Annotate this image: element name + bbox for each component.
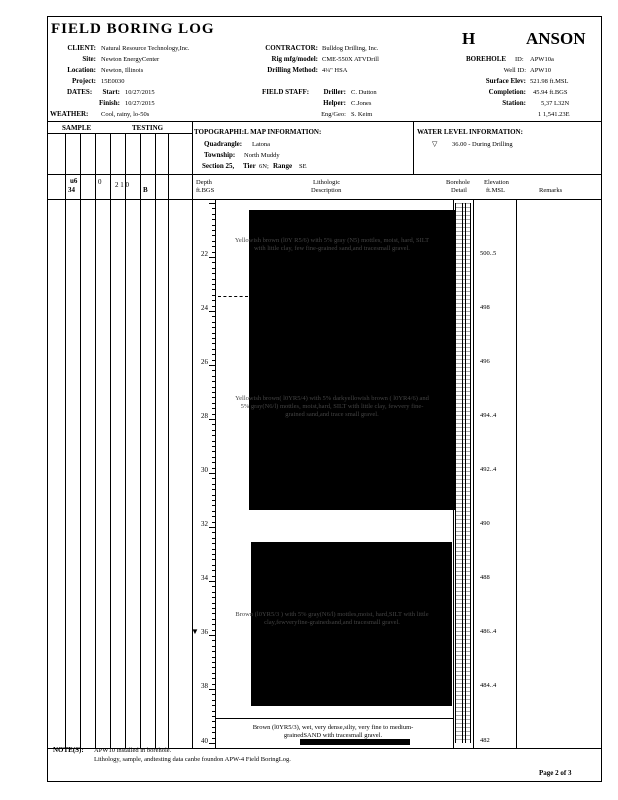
sample-col-value: 34: [68, 186, 75, 194]
start-value: 10/27/2015: [125, 89, 155, 96]
depth-tick: [212, 662, 216, 663]
helper-label: Helper:: [323, 99, 346, 107]
depth-tick: [212, 538, 216, 539]
site-value: Newton EnergyCenter: [101, 56, 160, 63]
depth-tick: [212, 532, 216, 533]
depth-tick: [212, 446, 216, 447]
elevation-label: 486..4: [480, 628, 497, 635]
depth-header: Depth: [196, 179, 212, 186]
depth-tick: [212, 284, 216, 285]
depth-tick: [212, 322, 216, 323]
borehole-header: Borehole: [446, 179, 470, 186]
surface-label: Surface Elev:: [485, 77, 526, 85]
depth-tick: [212, 360, 216, 361]
elevation-label: 500..5: [480, 250, 497, 257]
contractor-label: CONTRACTOR:: [265, 44, 318, 52]
depth-tick: [212, 225, 216, 226]
borehole-header-2: Detail: [451, 187, 467, 194]
elevation-label: 488: [480, 574, 490, 581]
col-line: [110, 133, 111, 748]
lithology-description: Yellowish brown (l0Y R5/6) with 5% gray (N5) mottles, moist, hard, SILT with little clay, few fine-grained sand,and tracesmall gravel.: [234, 237, 430, 252]
depth-tick: [212, 397, 216, 398]
lithology-description: Brown (l0YR5/3 ) with 5% gray(N6/l) mottles,moist, hard,SILT with little clay,fewveryfine-grainedsand,and tracesmall gravel.: [235, 611, 429, 626]
section-label: Section 25,: [202, 162, 235, 170]
project-value: 15E0030: [101, 78, 125, 85]
elevation-label: 490: [480, 520, 490, 527]
depth-label: 32: [201, 520, 208, 528]
depth-tick: [209, 311, 216, 312]
depth-tick: [212, 392, 216, 393]
borehole-label: BOREHOLE: [466, 55, 507, 63]
depth-tick: [212, 441, 216, 442]
col-line: [65, 133, 66, 748]
depth-tick: [212, 424, 216, 425]
well-value: APW10: [530, 67, 551, 74]
depth-tick: [212, 484, 216, 485]
station2-value: 1 1,541.23E: [538, 111, 570, 118]
surface-value: 521.98 ft.MSL: [530, 78, 569, 85]
depth-tick: [212, 586, 216, 587]
sample-col-value: 2 1 0: [115, 181, 129, 189]
weather-value: Cool, rainy, lo-50s: [101, 111, 150, 118]
depth-tick: [212, 576, 216, 577]
depth-tick: [212, 408, 216, 409]
depth-tick: [212, 376, 216, 377]
depth-tick: [212, 262, 216, 263]
depth-tick: [212, 511, 216, 512]
water-symbol-icon: ▽: [432, 140, 438, 148]
depth-tick: [212, 370, 216, 371]
rig-value: CME-550X ATVDrill: [322, 56, 379, 63]
depth-tick: [212, 414, 216, 415]
depth-tick: [212, 306, 216, 307]
elevation-label: 484..4: [480, 682, 497, 689]
lithology-description: Yellowish brown( l0YR5/4) with 5% darkyellowish brown ( l0YR4/6) and 5% gray(N6/l) mottles, moist,hard, SILT with little clay, fewvery fine-grained sand,and trace small gravel.: [235, 395, 429, 418]
depth-tick: [212, 354, 216, 355]
borehole-id-label: ID:: [515, 56, 524, 63]
litho-header-2: Description: [311, 187, 342, 194]
layer-boundary: [215, 718, 453, 719]
depth-label: 30: [201, 466, 208, 474]
depth-label: 24: [201, 304, 208, 312]
depth-tick: [212, 230, 216, 231]
depth-tick: [212, 214, 216, 215]
depth-tick: [212, 651, 216, 652]
depth-label: 34: [201, 574, 208, 582]
completion-label: Completion:: [488, 88, 526, 96]
depth-tick: [212, 700, 216, 701]
depth-tick: [212, 673, 216, 674]
depth-tick: [212, 711, 216, 712]
depth-tick: [212, 624, 216, 625]
lithology-block: [249, 210, 455, 510]
divider: [47, 133, 192, 134]
depth-tick: [212, 705, 216, 706]
start-label: Start:: [102, 88, 120, 96]
depth-tick: [209, 527, 216, 528]
project-label: Project:: [72, 77, 96, 85]
station-label: Station:: [502, 99, 526, 107]
depth-tick: [212, 684, 216, 685]
depth-label: 40: [201, 737, 208, 745]
depth-tick: [212, 619, 216, 620]
depth-tick: [212, 721, 216, 722]
depth-tick: [212, 235, 216, 236]
depth-tick: [209, 635, 216, 636]
range-label: Range: [273, 162, 293, 170]
depth-tick: [212, 462, 216, 463]
dates-label: DATES:: [67, 88, 93, 96]
depth-label: 22: [201, 250, 208, 258]
helper-value: C.Jones: [351, 100, 372, 107]
depth-tick: [212, 252, 216, 253]
topo-title: TOPOGRAPHI:L MAP INFORMATION:: [194, 128, 322, 136]
depth-tick: [212, 738, 216, 739]
sample-col-value: 0: [98, 178, 102, 186]
depth-tick: [209, 365, 216, 366]
col-line: [140, 133, 141, 748]
water-level-1: 36.00 - During Drilling: [452, 141, 513, 148]
divider: [192, 121, 193, 748]
depth-tick: [212, 219, 216, 220]
depth-tick: [212, 554, 216, 555]
divider: [47, 199, 602, 200]
depth-tick: [212, 646, 216, 647]
contractor-value: Bulldog Drilling, Inc.: [322, 45, 379, 52]
brand-left: H: [462, 29, 476, 48]
note-line: Lithology, sample, andtesting data canbe foundon APW-4 Field BoringLog.: [94, 756, 291, 763]
depth-tick: [209, 419, 216, 420]
note-line: APW10 installed in borehole.: [94, 747, 172, 754]
depth-tick: [212, 716, 216, 717]
tier-value: 6N;: [259, 163, 269, 170]
depth-tick: [212, 608, 216, 609]
depth-tick: [212, 613, 216, 614]
elev-header-2: ft.MSL: [486, 187, 505, 194]
divider: [413, 121, 414, 174]
tier-label: Tier: [243, 162, 256, 170]
depth-tick: [212, 603, 216, 604]
depth-tick: [212, 516, 216, 517]
col-line: [125, 133, 126, 748]
client-label: CLIENT:: [67, 44, 96, 52]
water-table-icon: ▼: [191, 627, 199, 636]
depth-tick: [212, 338, 216, 339]
depth-unit: ft.BGS: [196, 187, 215, 194]
depth-tick: [209, 257, 216, 258]
depth-tick: [212, 435, 216, 436]
sample-header: SAMPLE: [62, 124, 92, 132]
staff-label: FIELD STAFF:: [262, 88, 310, 96]
divider: [47, 174, 602, 175]
township-value: North Muddy: [244, 152, 280, 159]
depth-tick: [212, 268, 216, 269]
depth-label: 36: [201, 628, 208, 636]
depth-tick: [212, 565, 216, 566]
depth-tick: [209, 473, 216, 474]
enggeo-label: Eng/Geo:: [321, 111, 346, 118]
elevation-label: 498: [480, 304, 490, 311]
well-label: Well ID:: [503, 67, 526, 74]
depth-tick: [212, 349, 216, 350]
elevation-label: 482: [480, 737, 490, 744]
depth-label: 26: [201, 358, 208, 366]
borehole-detail-graphic: [455, 203, 471, 743]
depth-tick: [212, 543, 216, 544]
divider: [47, 121, 602, 122]
depth-tick: [212, 727, 216, 728]
range-value: SE: [299, 163, 307, 170]
col-line: [155, 133, 156, 748]
depth-tick: [212, 246, 216, 247]
depth-tick: [212, 403, 216, 404]
col-line: [95, 133, 96, 748]
finish-label: Finish:: [98, 99, 120, 107]
site-label: Site:: [82, 55, 96, 63]
depth-tick: [209, 689, 216, 690]
borehole-id-value: APW10a: [530, 56, 554, 63]
depth-tick: [212, 333, 216, 334]
elevation-label: 492..4: [480, 466, 497, 473]
depth-tick: [212, 495, 216, 496]
page-title: FIELD BORING LOG: [51, 21, 215, 37]
depth-tick: [209, 203, 216, 204]
depth-tick: [212, 316, 216, 317]
completion-value: 45.94 ft.BGS: [533, 89, 568, 96]
method-value: 4¼" HSA: [322, 67, 348, 74]
depth-tick: [212, 522, 216, 523]
depth-label: 38: [201, 682, 208, 690]
depth-tick: [209, 743, 216, 744]
finish-value: 10/27/2015: [125, 100, 155, 107]
depth-tick: [212, 327, 216, 328]
col-line: [516, 199, 517, 748]
well-casing: [462, 203, 463, 743]
sample-col-value: B: [143, 186, 148, 194]
depth-tick: [212, 630, 216, 631]
depth-tick: [212, 289, 216, 290]
depth-tick: [212, 694, 216, 695]
litho-header: Lithologic: [313, 179, 341, 186]
contact-line: [218, 296, 248, 297]
driller-label: Driller:: [323, 88, 346, 96]
depth-tick: [212, 300, 216, 301]
depth-label: 28: [201, 412, 208, 420]
depth-tick: [212, 640, 216, 641]
depth-tick: [212, 570, 216, 571]
depth-tick: [212, 667, 216, 668]
depth-tick: [212, 241, 216, 242]
brand-right: ANSON: [526, 29, 586, 48]
testing-header: TESTING: [132, 124, 164, 132]
elevation-label: 496: [480, 358, 490, 365]
elev-header: Elevation: [484, 179, 509, 186]
depth-tick: [209, 581, 216, 582]
depth-tick: [212, 592, 216, 593]
depth-tick: [212, 451, 216, 452]
lithology-description: Brown (l0YR5/3), wet, very dense,silty, very fine to medium-grainedSAND with tracesmall gravel.: [252, 724, 414, 739]
elevation-label: 494..4: [480, 412, 497, 419]
weather-label: WEATHER:: [50, 110, 89, 118]
page-number: Page 2 of 3: [539, 769, 572, 777]
client-value: Natural Resource Technology,Inc.: [101, 45, 190, 52]
quad-label: Quadrangle:: [204, 140, 243, 148]
depth-tick: [212, 478, 216, 479]
depth-tick: [212, 559, 216, 560]
depth-tick: [212, 500, 216, 501]
depth-tick: [212, 657, 216, 658]
location-label: Location:: [67, 66, 96, 74]
depth-tick: [212, 678, 216, 679]
method-label: Drilling Method:: [267, 66, 318, 74]
depth-tick: [212, 549, 216, 550]
depth-tick: [212, 381, 216, 382]
township-label: Township:: [204, 151, 236, 159]
depth-tick: [212, 505, 216, 506]
depth-tick: [212, 387, 216, 388]
depth-tick: [212, 489, 216, 490]
location-value: Newton, Illinois: [101, 67, 144, 74]
quad-value: Latona: [252, 141, 271, 148]
depth-tick: [212, 732, 216, 733]
depth-tick: [212, 208, 216, 209]
col-line: [473, 199, 474, 748]
depth-tick: [212, 273, 216, 274]
col-line: [168, 133, 169, 748]
driller-value: C. Dutton: [351, 89, 377, 96]
remarks-header: Remarks: [539, 187, 563, 194]
notes-label: NOTE(S):: [53, 746, 84, 754]
depth-tick: [212, 295, 216, 296]
depth-tick: [212, 343, 216, 344]
depth-tick: [212, 468, 216, 469]
depth-tick: [212, 457, 216, 458]
depth-tick: [212, 279, 216, 280]
station-value: 5,37 L32N: [541, 100, 570, 107]
depth-tick: [212, 597, 216, 598]
well-casing: [465, 203, 466, 743]
rig-label: Rig mfg/model:: [271, 55, 318, 63]
enggeo-value: S. Keim: [351, 111, 373, 118]
water-title: WATER LEVEL INFORMATION:: [417, 128, 523, 136]
col-line: [80, 133, 81, 748]
sample-col-value: u6: [70, 177, 78, 185]
depth-tick: [212, 430, 216, 431]
